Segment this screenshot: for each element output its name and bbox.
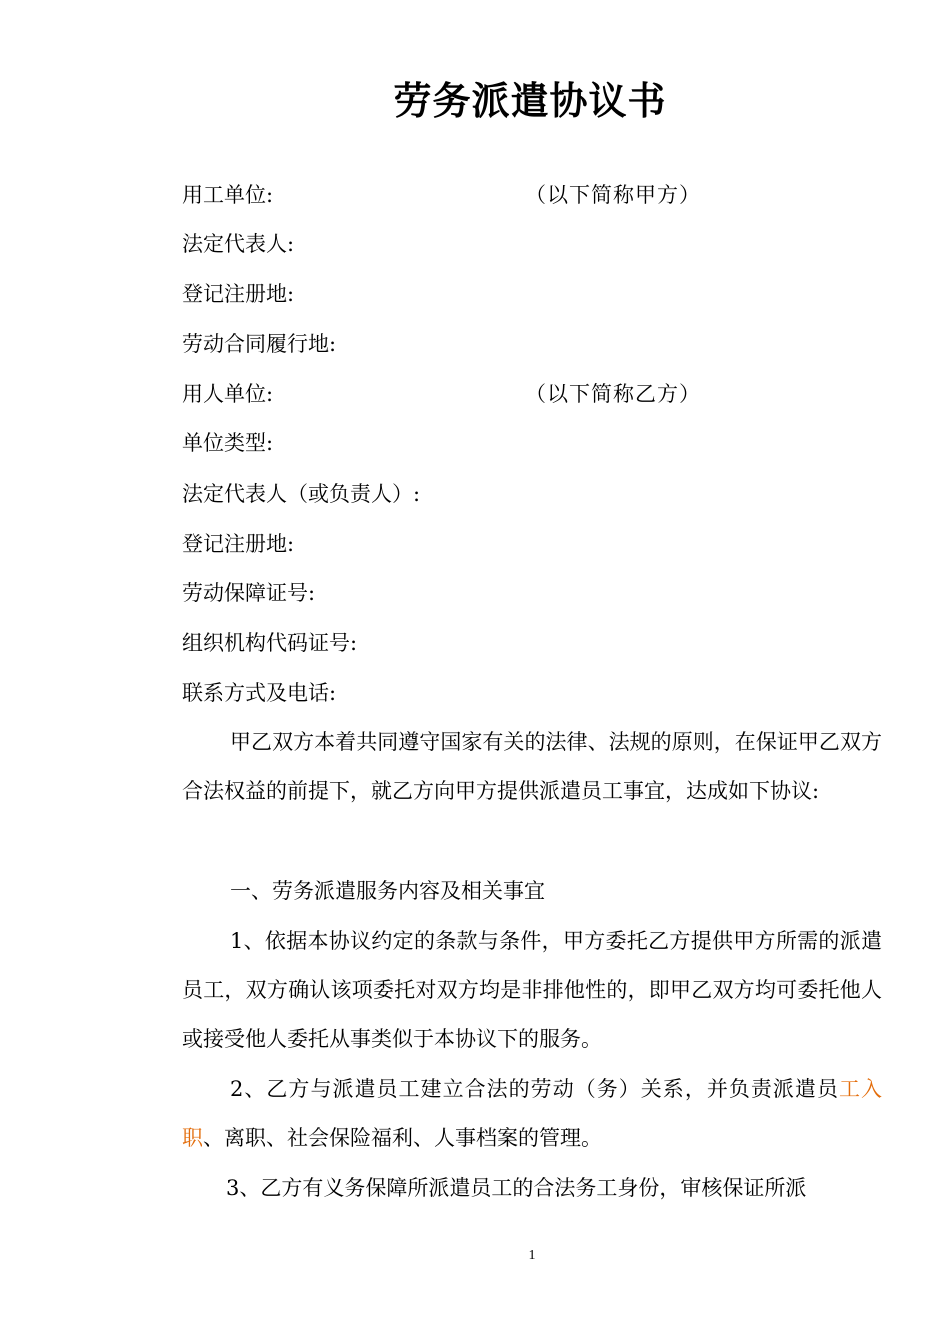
clause-2-paragraph <box>182 1065 882 1163</box>
section-1-heading: 一、劳务派遣服务内容及相关事宜 <box>230 879 545 903</box>
preamble-paragraph: 甲乙双方本着共同遵守国家有关的法律、法规的原则，在保证甲乙双方合法权益的前提下，就乙方向甲方提供派遣员工事宜，达成如下协议: <box>182 730 882 803</box>
employer-note: （以下简称甲方） <box>525 183 701 207</box>
document-title: 劳务派遣协议书 <box>393 78 667 123</box>
labor-cert-label: 劳动保障证号: <box>182 581 316 605</box>
party-a-reg-address-label: 登记注册地: <box>182 282 295 306</box>
dispatcher-note: （以下简称乙方） <box>525 382 701 406</box>
contact-label: 联系方式及电话: <box>182 681 337 705</box>
clause-2-text-end: 、离职、社会保险福利、人事档案的管理。 <box>203 1126 602 1150</box>
dispatcher-label: 用人单位: <box>182 382 274 406</box>
contract-place-label: 劳动合同履行地: <box>182 332 337 356</box>
clause-3-paragraph: 3、乙方有义务保障所派遣员工的合法务工身份，审核保证所派 <box>226 1176 807 1200</box>
unit-type-label: 单位类型: <box>182 431 274 455</box>
org-code-label: 组织机构代码证号: <box>182 631 358 655</box>
employer-label: 用工单位: <box>182 183 274 207</box>
party-a-legal-rep-label: 法定代表人: <box>182 232 295 256</box>
clause-1-paragraph: 1、依据本协议约定的条款与条件，甲方委托乙方提供甲方所需的派遣员工，双方确认该项委托对双方均是非排他性的，即甲乙双方均可委托他人或接受他人委托从事类似于本协议下的服务。 <box>182 929 882 1051</box>
party-b-reg-address-label: 登记注册地: <box>182 532 295 556</box>
party-b-legal-rep-label: 法定代表人（或负责人）: <box>182 482 421 506</box>
page-number: 1 <box>528 1248 536 1263</box>
clause-2-highlight: 工入职 <box>182 1077 883 1150</box>
clause-2-text-start: 2、乙方与派遣员工建立合法的劳动（务）关系，并负责派遣员 <box>230 1077 839 1101</box>
